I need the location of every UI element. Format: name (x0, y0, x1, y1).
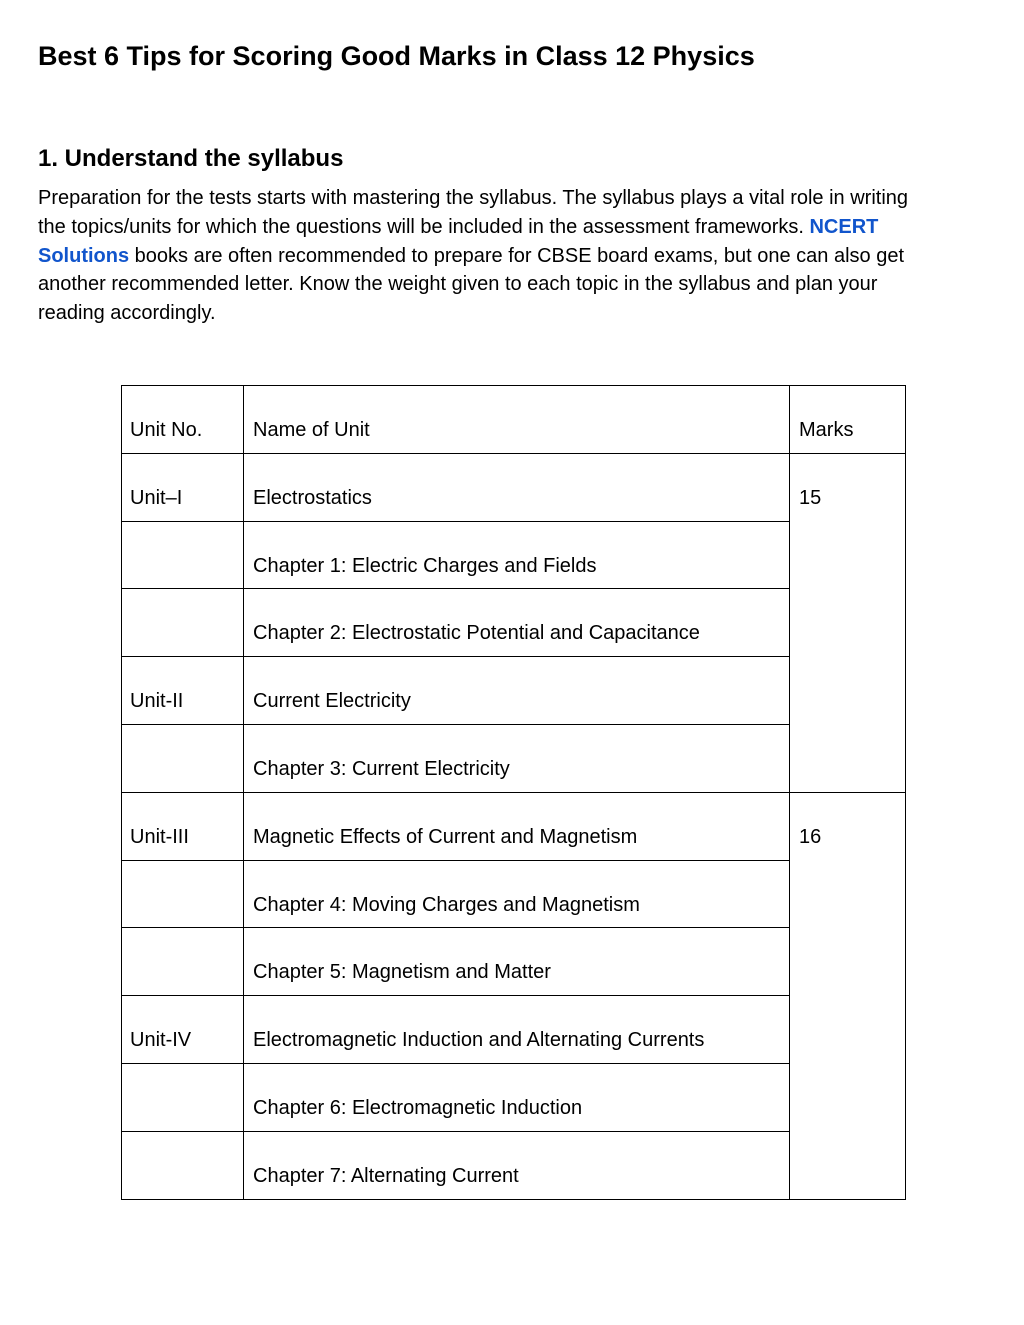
unit-cell (122, 928, 244, 996)
table-row (122, 792, 906, 860)
marks-cell: 16 (790, 792, 906, 1199)
unit-cell: Unit-II (122, 657, 244, 725)
chapter-name-cell: Chapter 6: Electromagnetic Induction (244, 1063, 790, 1131)
marks-cell: 15 (790, 453, 906, 792)
table-row (122, 860, 906, 928)
chapter-name-cell: Chapter 7: Alternating Current (244, 1131, 790, 1199)
table-header-row (122, 386, 906, 454)
unit-cell: Unit-IV (122, 996, 244, 1064)
table-row (122, 928, 906, 996)
header-marks: Marks (790, 386, 906, 454)
syllabus-table (121, 385, 906, 1200)
chapter-name-cell: Chapter 4: Moving Charges and Magnetism (244, 860, 790, 928)
unit-cell (122, 1131, 244, 1199)
ncert-solutions-link[interactable]: NCERT Solutions (38, 215, 879, 267)
table-row (122, 996, 906, 1064)
unit-cell (122, 521, 244, 589)
header-name-of-unit: Name of Unit (244, 386, 790, 454)
intro-text-after-link: books are often recommended to prepare for CBSE board exams, but one can also get another recommended letter. Know the weight given to each topic in the syllabus and plan your reading accordingly. (38, 244, 905, 325)
unit-cell: Unit–I (122, 453, 244, 521)
unit-cell: Unit-III (122, 792, 244, 860)
unit-name-cell: Magnetic Effects of Current and Magnetism (244, 792, 790, 860)
header-unit-no: Unit No. (122, 386, 244, 454)
table-row (122, 453, 906, 521)
chapter-name-cell: Chapter 1: Electric Charges and Fields (244, 521, 790, 589)
page-title: Best 6 Tips for Scoring Good Marks in Class 12 Physics (38, 41, 755, 71)
section-heading: 1. Understand the syllabus (38, 145, 344, 172)
unit-name-cell: Electrostatics (244, 453, 790, 521)
unit-cell (122, 1063, 244, 1131)
table-row (122, 657, 906, 725)
table-row (122, 521, 906, 589)
table-row (122, 589, 906, 657)
chapter-name-cell: Chapter 3: Current Electricity (244, 724, 790, 792)
unit-name-cell: Current Electricity (244, 657, 790, 725)
chapter-name-cell: Chapter 2: Electrostatic Potential and Capacitance (244, 589, 790, 657)
intro-text-before-link: Preparation for the tests starts with mastering the syllabus. The syllabus plays a vital role in writing the topics/units for which the questions will be included in the assessment frameworks. (38, 187, 909, 238)
unit-cell (122, 860, 244, 928)
table-row (122, 724, 906, 792)
unit-cell (122, 589, 244, 657)
unit-name-cell: Electromagnetic Induction and Alternating Currents (244, 996, 790, 1064)
chapter-name-cell: Chapter 5: Magnetism and Matter (244, 928, 790, 996)
table-row (122, 1131, 906, 1199)
table-row (122, 1063, 906, 1131)
unit-cell (122, 724, 244, 792)
intro-paragraph (38, 184, 918, 328)
